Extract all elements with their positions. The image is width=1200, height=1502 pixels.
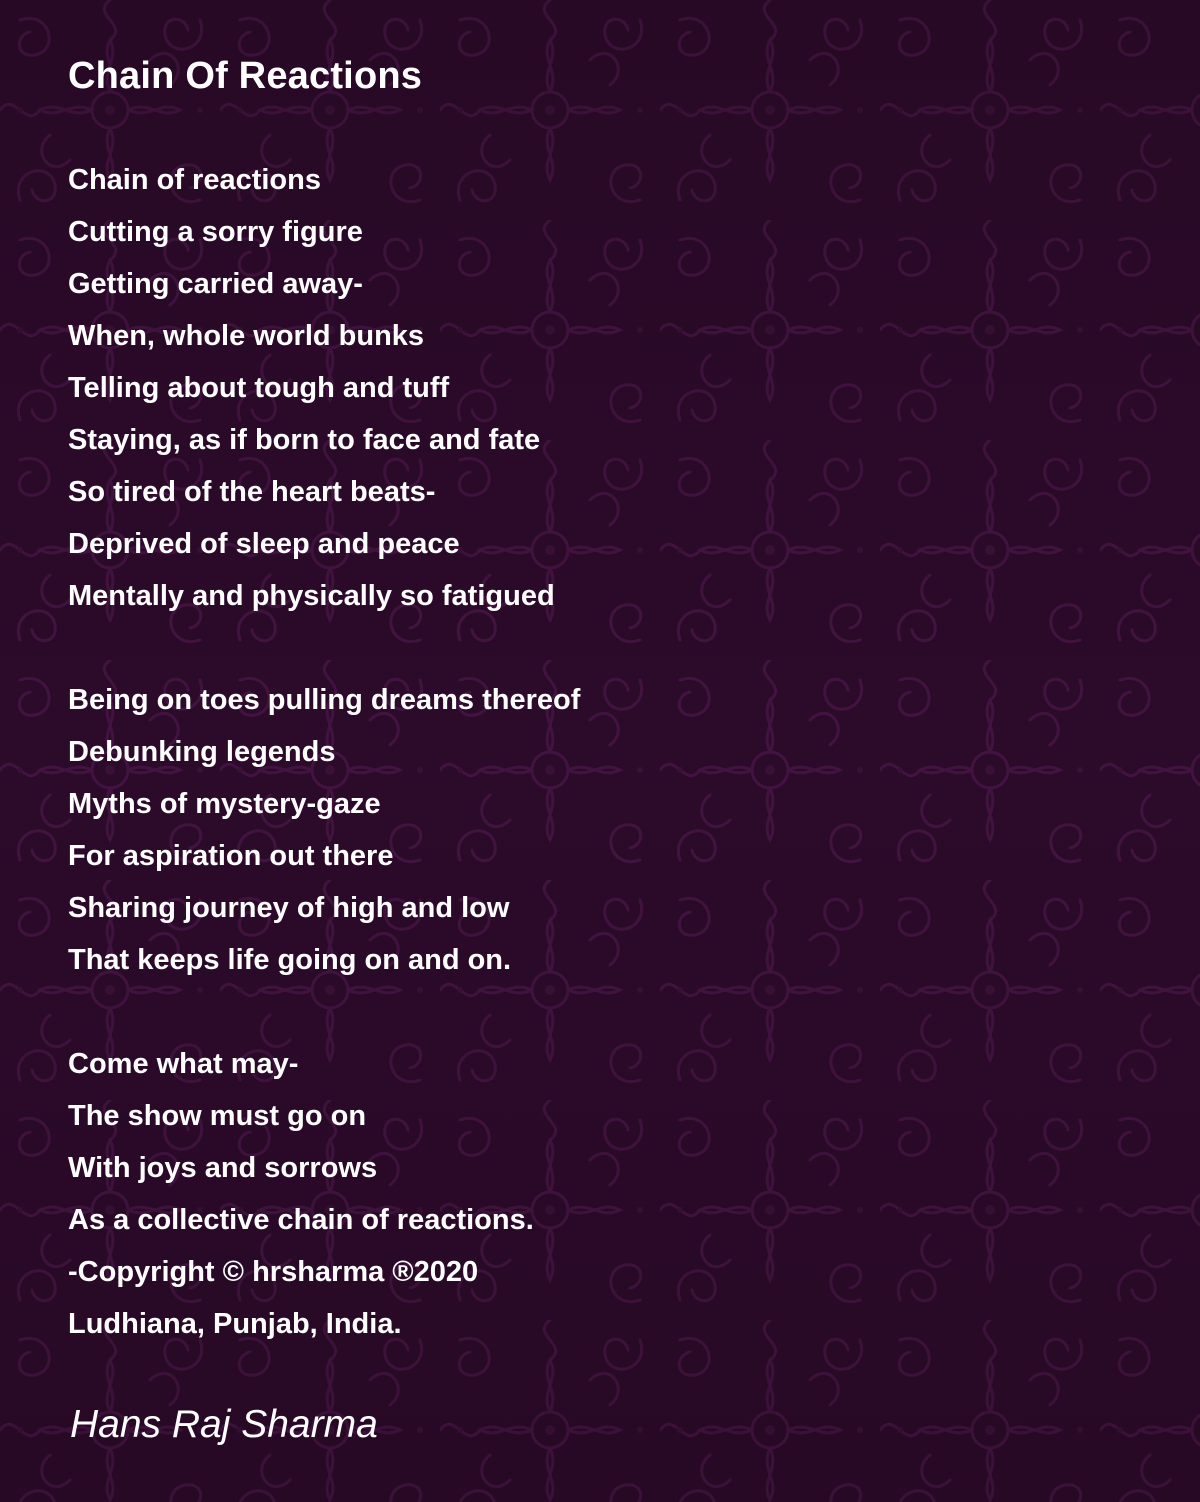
poem-line: Chain of reactions xyxy=(68,164,321,196)
poem-line: Staying, as if born to face and fate xyxy=(68,424,541,456)
poem-line: Cutting a sorry figure xyxy=(68,216,363,248)
poem-stanzas xyxy=(68,154,1148,1350)
poem-line: Come what may- xyxy=(68,1048,299,1080)
poem-body xyxy=(68,52,1148,1350)
poem-author: Hans Raj Sharma xyxy=(70,1403,378,1446)
poem-line: When, whole world bunks xyxy=(68,320,425,352)
poem-stanza xyxy=(68,1038,1148,1350)
poem-line: Getting carried away- xyxy=(68,268,363,300)
poem-title: Chain Of Reactions xyxy=(68,55,423,97)
poem-line: Telling about tough and tuff xyxy=(68,372,450,404)
poem-line: Sharing journey of high and low xyxy=(68,892,510,924)
poem-line: -Copyright © hrsharma ®2020 xyxy=(68,1256,479,1288)
poem-line: Ludhiana, Punjab, India. xyxy=(68,1308,402,1340)
poem-line: Deprived of sleep and peace xyxy=(68,528,460,560)
poem-stanza xyxy=(68,154,1148,622)
poem-line: For aspiration out there xyxy=(68,840,394,872)
poem-line: So tired of the heart beats- xyxy=(68,476,436,508)
poem-line: As a collective chain of reactions. xyxy=(68,1204,534,1236)
poem-line: With joys and sorrows xyxy=(68,1152,378,1184)
poem-line: Debunking legends xyxy=(68,736,336,768)
poem-line: Being on toes pulling dreams thereof xyxy=(68,684,581,716)
poem-line: Myths of mystery-gaze xyxy=(68,788,381,820)
poem-stanza xyxy=(68,674,1148,986)
poem-line: Mentally and physically so fatigued xyxy=(68,580,555,612)
poem-line: That keeps life going on and on. xyxy=(68,944,512,976)
poem-line: The show must go on xyxy=(68,1100,367,1132)
